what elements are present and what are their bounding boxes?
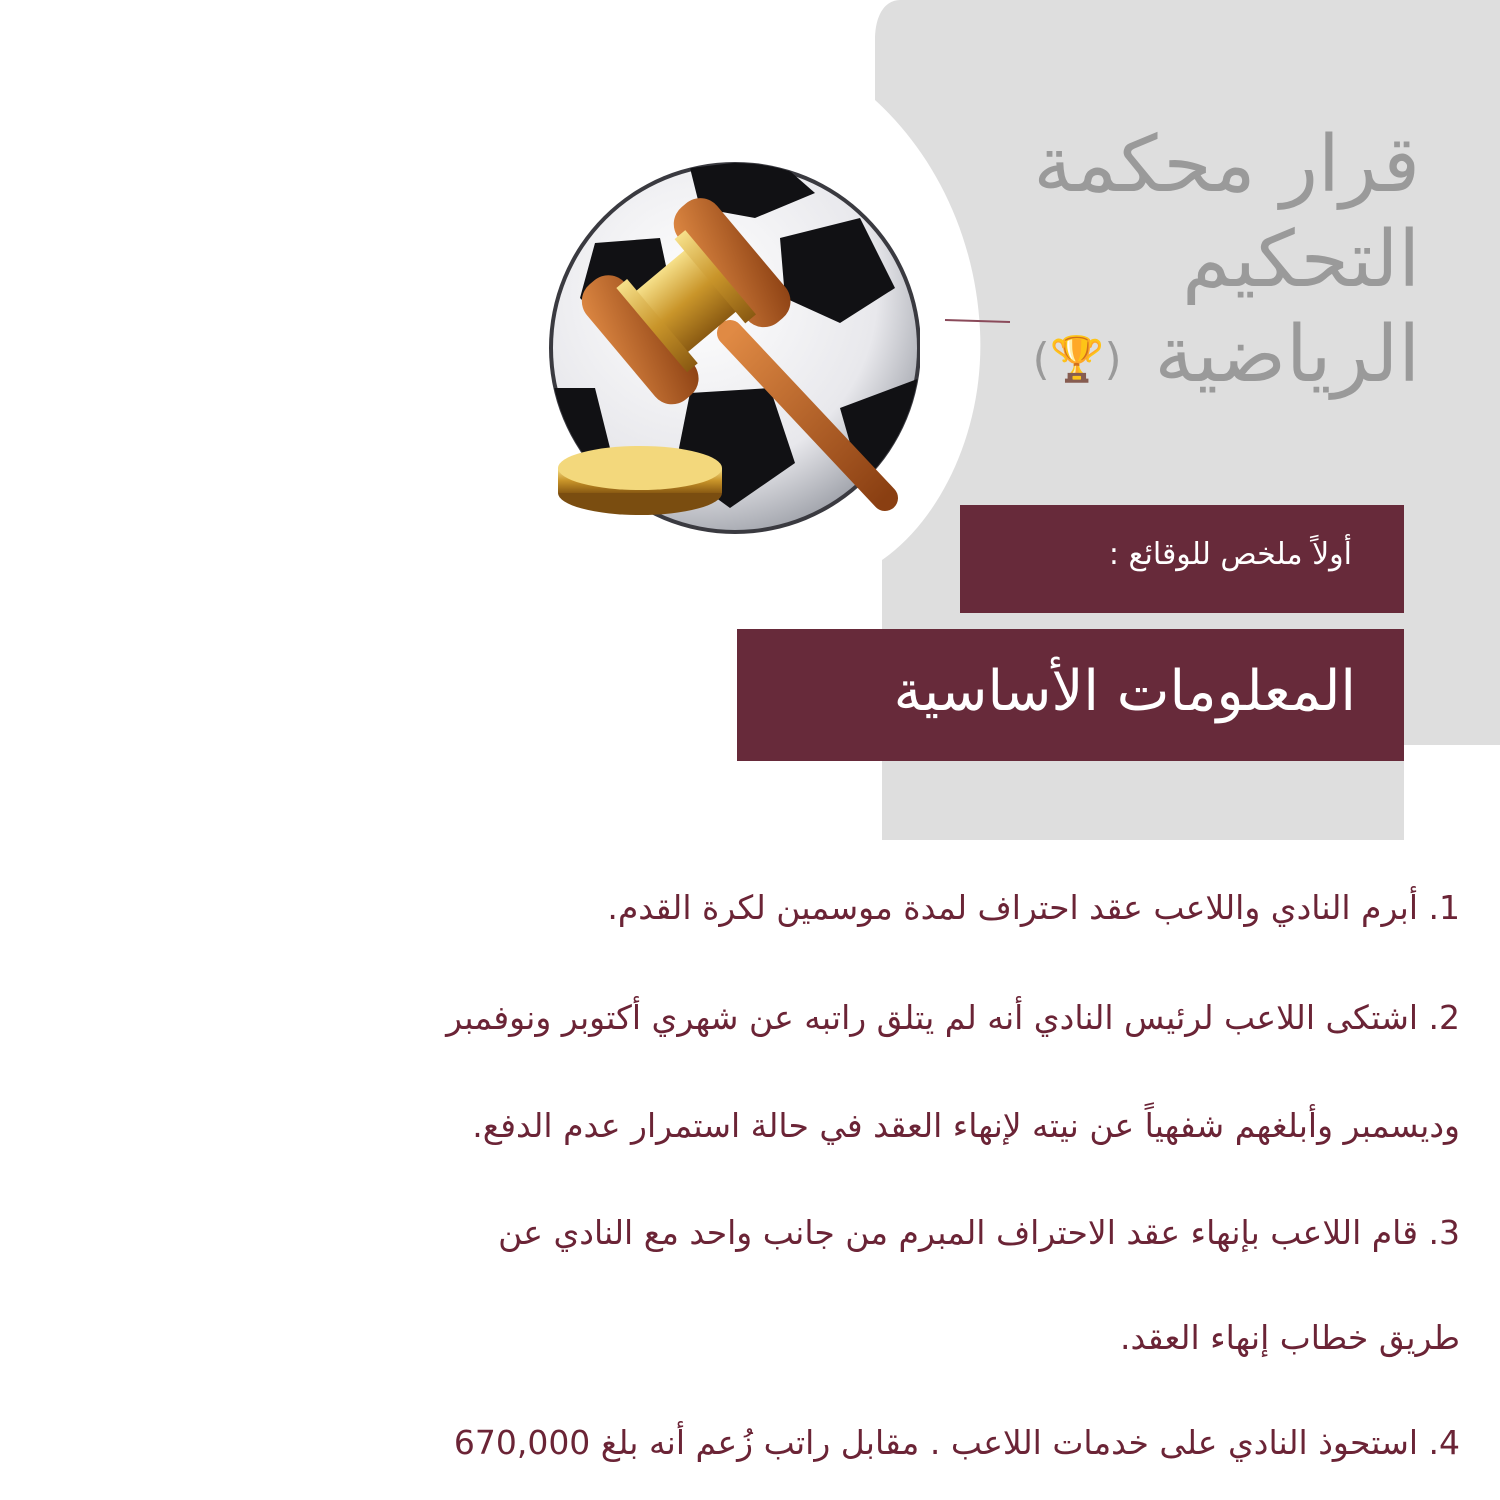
fact-item-1: 1. أبرم النادي واللاعب عقد احتراف لمدة موسمين لكرة القدم.: [607, 888, 1460, 927]
page-title: [990, 118, 1420, 407]
fact-item-2: 2. اشتكى اللاعب لرئيس النادي أنه لم يتلق راتبه عن شهري أكتوبر ونوفمبر: [446, 998, 1460, 1037]
fact-item-4: 4. استحوذ النادي على خدمات اللاعب . مقابل راتب زُعم أنه بلغ 670,000: [453, 1423, 1460, 1462]
title-line-3: [990, 308, 1420, 407]
banner-basic-info-label: المعلومات الأساسية: [893, 659, 1356, 724]
section-banner-basic-info: [737, 629, 1404, 761]
soccer-ball-gavel-icon: [540, 148, 920, 548]
fact-item-2-continued: وديسمبر وأبلغهم شفهياً عن نيته لإنهاء العقد في حالة استمرار عدم الدفع.: [472, 1106, 1460, 1145]
banner-facts-label: أولاً ملخص للوقائع :: [1108, 537, 1352, 572]
title-line-2: التحكيم: [1182, 215, 1420, 305]
title-line-1: قرار محكمة: [1033, 120, 1420, 210]
fact-item-3-continued: طريق خطاب إنهاء العقد.: [1119, 1318, 1460, 1357]
section-banner-facts: [960, 505, 1404, 613]
fact-item-3: 3. قام اللاعب بإنهاء عقد الاحتراف المبرم من جانب واحد مع النادي عن: [498, 1213, 1460, 1252]
trophy-icon: (🏆): [1032, 334, 1122, 386]
title-line-3-text: الرياضية: [1154, 310, 1420, 400]
